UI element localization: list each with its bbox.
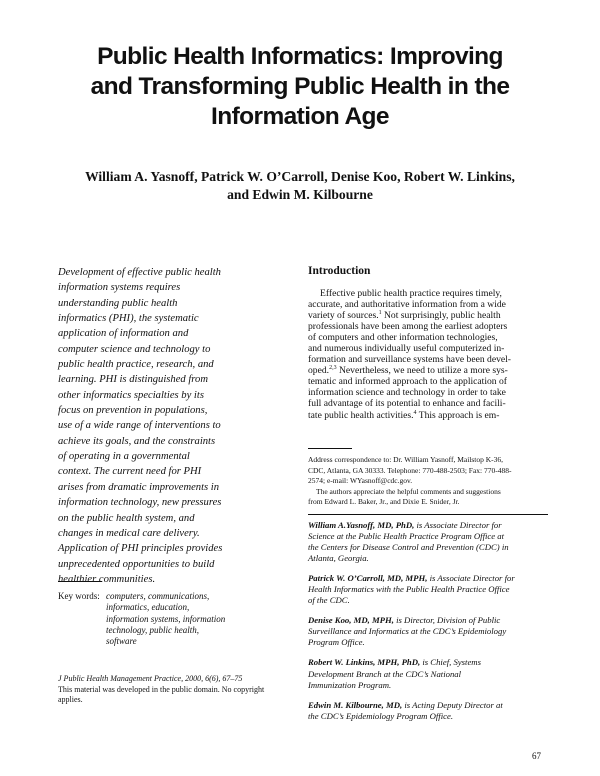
citation-journal: J Public Health Management Practice, 2000, 6(6), 67–75: [58, 674, 243, 683]
abstract-line: information systems requires: [58, 282, 181, 294]
abstract-divider: [58, 581, 102, 582]
title-line: and Transforming Public Health in the: [90, 73, 510, 100]
section-heading-introduction: Introduction: [308, 265, 371, 277]
abstract-line: context. The current need for PHI: [58, 466, 202, 478]
body-line: of computers and other information technologies,: [308, 332, 498, 344]
abstract: [58, 265, 280, 587]
journal-citation: [58, 674, 264, 706]
abstract-line: computer science and technology to: [58, 343, 211, 355]
abstract-line: arises from dramatic improvements in: [58, 481, 220, 493]
bio-name: Patrick W. O’Carroll, MD, MPH,: [308, 573, 428, 584]
abstract-line: information technology, new pressures: [58, 497, 222, 509]
body-line: oped.$^{2,3}$ Nevertheless, we need to utilize a more sys-: [308, 365, 508, 377]
bio-line: [308, 573, 548, 584]
abstract-line: healthier communities.: [58, 573, 156, 585]
bio-name: Denise Koo, MD, MPH,: [308, 615, 394, 626]
keywords-label: Key words:: [58, 591, 100, 601]
abstract-line: understanding public health: [58, 297, 178, 309]
bio-line: [308, 520, 548, 531]
abstract-line: changes in medical care delivery.: [58, 527, 200, 539]
body-line: information science and technology in order to take: [308, 387, 506, 399]
bio-text: is Associate Director for: [427, 573, 515, 584]
keyword-line: informatics, education,: [106, 602, 190, 613]
abstract-line: unprecedented opportunities to build: [58, 558, 215, 570]
abstract-line: use of a wide range of interventions to: [58, 420, 221, 432]
body-line: accurate, and authoritative information from a wide: [308, 299, 506, 311]
bio-name: William A.Yasnoff, MD, PhD,: [308, 520, 415, 530]
body-line: Effective public health practice requires timely,: [320, 288, 502, 299]
body-line: formation and surveillance systems have been devel-: [308, 354, 511, 366]
keywords-list: [106, 591, 225, 647]
abstract-line: public health practice, research, and: [58, 359, 214, 371]
body-line: and numerous individually useful computerized in-: [308, 343, 505, 355]
bio-divider: [308, 514, 548, 515]
keyword-line: information systems, information: [106, 613, 226, 624]
abstract-line: other informatics specialties by its: [58, 389, 204, 401]
footnote-line: The authors appreciate the helpful comments and suggestions: [316, 486, 501, 496]
body-line: professionals have been among the earliest adopters: [308, 321, 508, 333]
bio-name: Robert W. Linkins, MPH, PhD,: [308, 657, 421, 668]
keyword-line: software: [106, 636, 137, 647]
abstract-line: on the public health system, and: [58, 512, 195, 524]
reference-marker: 2,3: [329, 365, 337, 372]
bio-line: the Centers for Disease Control and Prevention (CDC) in: [308, 542, 509, 553]
introduction-body: [308, 288, 546, 421]
author-bio: [308, 657, 548, 690]
bio-line: [308, 657, 548, 668]
body-line: full advantage of its potential to enhance and facili-: [308, 398, 506, 410]
bio-text: is Director, Division of Public: [393, 615, 501, 626]
article-title: [60, 42, 540, 132]
author-bio: [308, 520, 548, 564]
bio-text: is Associate Director for: [414, 520, 502, 530]
author-bio: [308, 700, 548, 722]
keyword-line: computers, communications,: [106, 591, 210, 601]
bio-line: [308, 615, 548, 626]
bio-line: Program Office.: [308, 637, 365, 648]
bio-line: Health Informatics with the Public Health Practice Office: [308, 584, 510, 595]
bio-text: is Acting Deputy Director at: [402, 699, 503, 710]
abstract-line: Development of effective public health: [58, 267, 221, 278]
title-line: Public Health Informatics: Improving: [97, 43, 503, 70]
copyright-notice: applies.: [58, 695, 83, 704]
bio-line: Science at the Public Health Practice Program Office at: [308, 531, 505, 542]
abstract-line: Application of PHI principles provides: [58, 543, 223, 555]
footnote-line: CDC, Atlanta, GA 30333. Telephone: 770-488-2503; Fax: 770-488-: [308, 465, 512, 475]
bio-line: Development Branch at the CDC’s National: [308, 668, 462, 679]
footnote-divider: [308, 448, 352, 449]
reference-marker: 4: [413, 409, 417, 416]
abstract-line: achieve its goals, and the constraints: [58, 435, 216, 447]
footnote-line: from Edward L. Baker, Jr., and Dixie E. Snider, Jr.: [308, 497, 460, 507]
author-list: [60, 168, 540, 204]
bio-text: is Chief, Systems: [420, 657, 481, 668]
bio-line: [308, 700, 548, 711]
correspondence-note: [308, 455, 546, 508]
abstract-line: informatics (PHI), the systematic: [58, 313, 199, 325]
bio-line: Immunization Program.: [308, 679, 392, 690]
page-number: 67: [532, 751, 541, 761]
keyword-line: technology, public health,: [106, 624, 199, 635]
footnote-line: 2574; e-mail: WYasnoff@cdc.gov.: [308, 476, 413, 486]
abstract-line: application of information and: [58, 328, 189, 340]
body-line: tematic and informed approach to the application of: [308, 376, 507, 388]
abstract-line: learning. PHI is distinguished from: [58, 374, 208, 386]
bio-name: Edwin M. Kilbourne, MD,: [308, 699, 403, 710]
reference-marker: 1: [378, 309, 382, 316]
abstract-line: of operating in a governmental: [58, 451, 190, 463]
body-line: variety of sources.$^1$ Not surprisingly, public health: [308, 309, 501, 322]
bio-line: Atlanta, Georgia.: [308, 553, 369, 564]
author-line: William A. Yasnoff, Patrick W. O’Carroll, Denise Koo, Robert W. Linkins,: [85, 169, 515, 184]
footnote-line: Address correspondence to: Dr. William Yasnoff, Mailstop K-36,: [308, 455, 504, 464]
bio-line: Surveillance and Informatics at the CDC’s Epidemiology: [308, 626, 507, 637]
title-line: Information Age: [211, 103, 389, 130]
author-bio: [308, 615, 548, 648]
abstract-line: focus on prevention in populations,: [58, 405, 208, 417]
bio-line: the CDC’s Epidemiology Program Office.: [308, 710, 454, 721]
copyright-notice: This material was developed in the public domain. No copyright: [58, 684, 265, 694]
body-line: tate public health activities.$^4$ This approach is em-: [308, 409, 500, 421]
author-line: and Edwin M. Kilbourne: [227, 187, 373, 202]
author-bios: [308, 520, 548, 731]
bio-line: of the CDC.: [308, 595, 350, 606]
author-bio: [308, 573, 548, 606]
